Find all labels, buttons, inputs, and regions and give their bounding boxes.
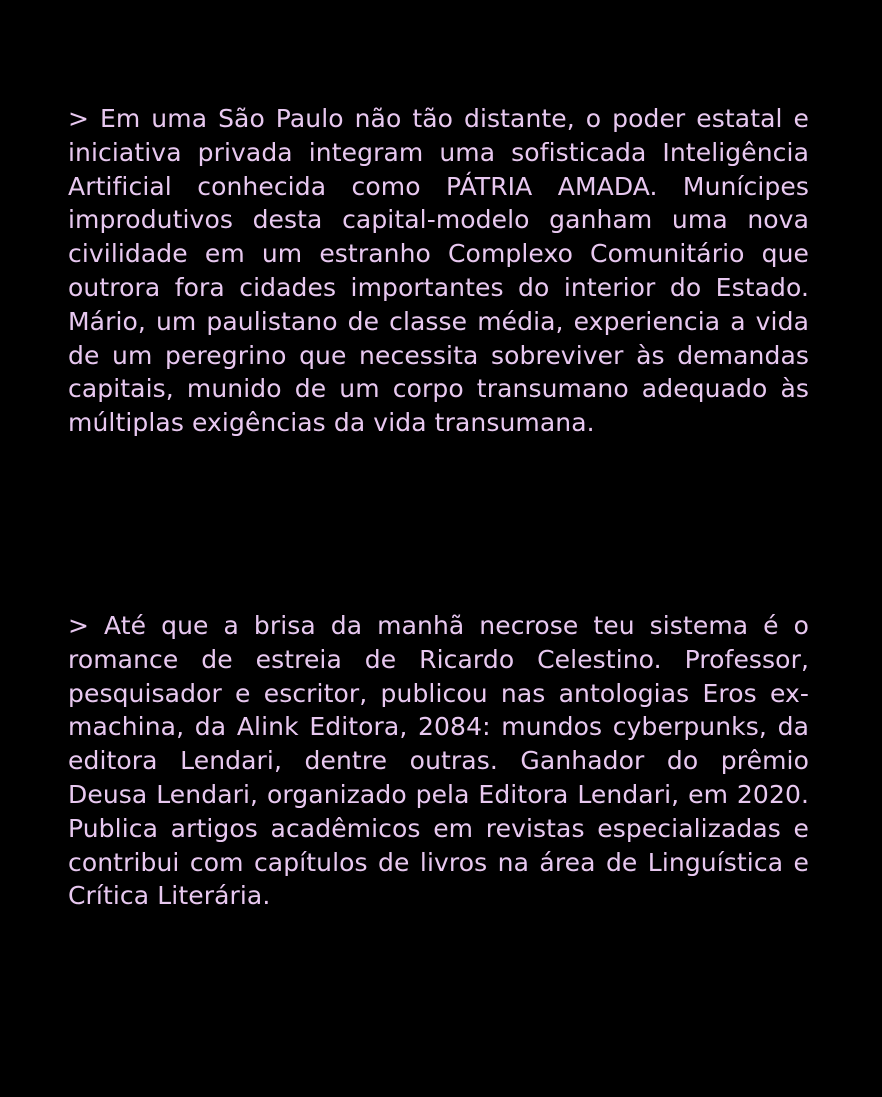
author-bio-paragraph: > Até que a brisa da manhã necrose teu sistema é o romance de estreia de Ricardo Celestino. Professor, pesquisador e escritor, publicou nas antologias Eros ex-machina, da Alink Editora, 2084: mundos cyberpunks, da editora Lendari, dentre outras. Ganhador do prêmio Deusa Lendari, organizado pela Editora Lendari, em 2020. Publica artigos acadêmicos em revistas especializadas e contribui com capítulos de livros na área de Linguística e Crítica Literária. xyxy=(68,611,809,911)
synopsis-paragraph: > Em uma São Paulo não tão distante, o poder estatal e iniciativa privada integram uma sofisticada Inteligência Artificial conhecida como PÁTRIA AMADA. Munícipes improdutivos desta capital-modelo ganham uma nova civilidade em um estranho Complexo Comunitário que outrora fora cidades importantes do interior do Estado. Mário, um paulistano de classe média, experiencia a vida de um peregrino que necessita sobreviver às demandas capitais, munido de um corpo transumano adequado às múltiplas exigências da vida transumana. xyxy=(68,104,809,438)
